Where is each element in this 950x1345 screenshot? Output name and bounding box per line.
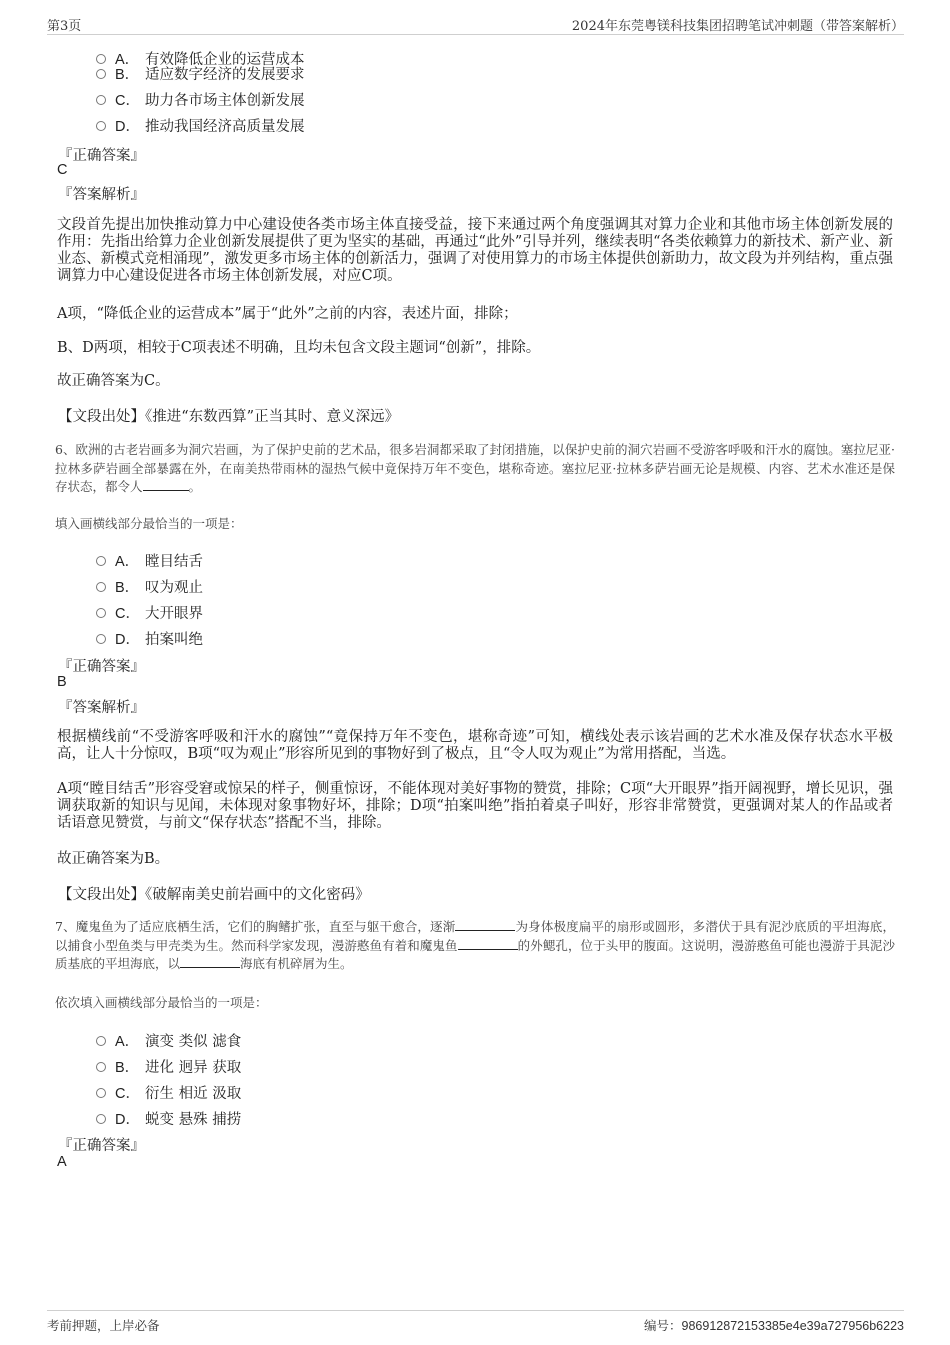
q7-stem: 7、魔鬼鱼为了适应底栖生活，它们的胸鳍扩张，直至与躯干愈合，逐渐 为身体极度扁平的扇形或圆形，多潜伏于具有泥沙底质的平坦海底，以捕食小型鱼类与甲壳类为生。然而科学家发现，漫游憨鱼有着和魔鬼鱼 的外鳃孔，位于头甲的腹面。这说明，漫游憨鱼可能也漫游于具泥沙质基底的平坦海底，以 海底有机碎屑为生。 <box>55 919 895 971</box>
q6-answer-label: 『正确答案』 <box>58 659 145 675</box>
q7-prompt: 依次填入画横线部分最恰当的一项是： <box>55 995 268 1010</box>
radio-icon[interactable] <box>96 121 106 131</box>
document-code: 编号：986912872153385e4e39a727956b6223 <box>644 1318 904 1333</box>
fill-blank <box>458 937 518 950</box>
fill-blank <box>180 955 240 968</box>
q7-option-c[interactable]: C． 衍生 相近 汲取 <box>96 1082 241 1103</box>
q6-analysis-label: 『答案解析』 <box>58 700 145 716</box>
q6-analysis-paragraph: 根据横线前“不受游客呼吸和汗水的腐蚀”“竟保持万年不变色，堪称奇迹”可知，横线处表示该岩画的艺术水准及保存状态水平极高，让人十分惊叹，B项“叹为观止”形容所见到的事物好到了极点，且“令人叹为观止”为常用搭配，当选。 <box>57 729 893 762</box>
page-header <box>47 14 904 35</box>
q5-option-b[interactable]: B． 适应数字经济的发展要求 <box>96 63 305 84</box>
q6-option-c[interactable]: C． 大开眼界 <box>96 602 203 623</box>
footer-slogan: 考前押题，上岸必备 <box>47 1318 160 1333</box>
document-title: 2024年东莞粤镁科技集团招聘笔试冲刺题（带答案解析） <box>571 19 904 34</box>
q7-answer: A <box>57 1154 67 1170</box>
q6-analysis-paragraph: 故正确答案为B。 <box>57 851 170 867</box>
radio-icon[interactable] <box>96 69 106 79</box>
q7-option-a[interactable]: A． 演变 类似 滤食 <box>96 1030 241 1051</box>
q5-answer-label: 『正确答案』 <box>58 148 145 164</box>
radio-icon[interactable] <box>96 95 106 105</box>
page-footer <box>47 1310 904 1335</box>
q5-option-d[interactable]: D． 推动我国经济高质量发展 <box>96 115 305 136</box>
q5-answer: C <box>57 162 68 178</box>
q6-option-b[interactable]: B． 叹为观止 <box>96 576 203 597</box>
q7-option-d[interactable]: D． 蜕变 悬殊 捕捞 <box>96 1108 241 1129</box>
fill-blank <box>455 918 515 931</box>
q6-option-d[interactable]: D． 拍案叫绝 <box>96 628 203 649</box>
radio-icon[interactable] <box>96 1114 106 1124</box>
q7-option-b[interactable]: B． 进化 迥异 获取 <box>96 1056 241 1077</box>
q6-source: 【文段出处】《破解南美史前岩画中的文化密码》 <box>58 887 370 903</box>
q5-analysis-paragraph: 故正确答案为C。 <box>57 373 170 389</box>
radio-icon[interactable] <box>96 1036 106 1046</box>
page-number: 第3页 <box>47 19 82 34</box>
q6-answer: B <box>57 674 67 690</box>
q7-answer-label: 『正确答案』 <box>58 1138 145 1154</box>
radio-icon[interactable] <box>96 634 106 644</box>
q5-analysis-paragraph: 文段首先提出加快推动算力中心建设使各类市场主体直接受益，接下来通过两个角度强调其对算力企业和其他市场主体创新发展的作用：先指出给算力企业创新发展提供了更为坚实的基础，再通过“此外”引导并列，继续表明“各类依赖算力的新技术、新产业、新业态、新模式竞相涌现”，激发更多市场主体的创新活力，强调了对使用算力的市场主体提供创新助力，故文段为并列结构，重点强调算力中心建设促进各市场主体创新发展，对应C项。 <box>57 217 893 284</box>
q6-prompt: 填入画横线部分最恰当的一项是： <box>55 516 243 531</box>
q5-analysis-paragraph: B、D两项，相较于C项表述不明确，且均未包含文段主题词“创新”，排除。 <box>57 340 541 356</box>
radio-icon[interactable] <box>96 1062 106 1072</box>
q5-source: 【文段出处】《推进“东数西算”正当其时、意义深远》 <box>58 409 400 425</box>
q5-analysis-label: 『答案解析』 <box>58 187 145 203</box>
fill-blank <box>143 478 189 491</box>
q6-stem: 6、欧洲的古老岩画多为洞穴岩画，为了保护史前的艺术品，很多岩洞都采取了封闭措施，以保护史前的洞穴岩画不受游客呼吸和汗水的腐蚀。塞拉尼亚·拉林多萨岩画全部暴露在外，在南美热带雨林的湿热气候中竟保持万年不变色，堪称奇迹。塞拉尼亚·拉林多萨岩画无论是规模、内容、艺术水准还是保存状态，都令人 。 <box>55 442 895 494</box>
q6-analysis-paragraph: A项“瞠目结舌”形容受窘或惊呆的样子，侧重惊讶，不能体现对美好事物的赞赏，排除；C项“大开眼界”指开阔视野，增长见识，强调获取新的知识与见闻，未体现对象事物好坏，排除；D项“拍案叫绝”指拍着桌子叫好，形容非常赞赏，更强调对某人的作品或者话语意见赞赏，与前文“保存状态”搭配不当，排除。 <box>57 781 893 831</box>
radio-icon[interactable] <box>96 582 106 592</box>
radio-icon[interactable] <box>96 1088 106 1098</box>
q5-option-c[interactable]: C． 助力各市场主体创新发展 <box>96 89 305 110</box>
radio-icon[interactable] <box>96 608 106 618</box>
q6-option-a[interactable]: A． 瞠目结舌 <box>96 550 203 571</box>
radio-icon[interactable] <box>96 556 106 566</box>
q5-option-a[interactable]: A． 有效降低企业的运营成本 <box>96 48 305 69</box>
q5-analysis-paragraph: A项，“降低企业的运营成本”属于“此外”之前的内容，表述片面，排除； <box>57 306 518 322</box>
